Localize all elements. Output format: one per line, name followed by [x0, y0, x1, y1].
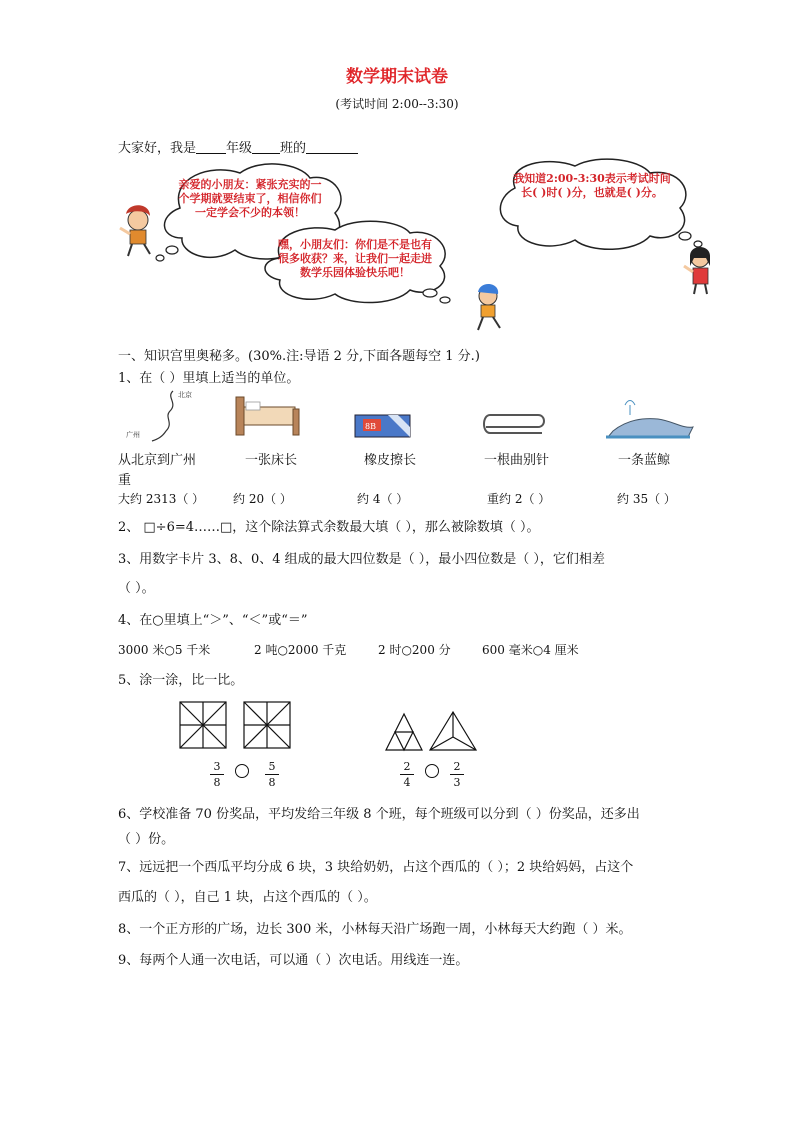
child-character-middle: [478, 284, 500, 330]
question-3-line1: 3、用数字卡片 3、8、0、4 组成的最大四位数是（ ），最小四位数是（ ），它们相差: [118, 552, 605, 567]
blue-whale-icon: [606, 401, 693, 438]
q1-answer-blank[interactable]: 重约 2（ ）: [487, 492, 551, 506]
bubble-text-middle: 嘿，小朋友们：你们是不是也有很多收获？来，让我们一起走进数学乐园体验快乐吧！: [278, 238, 432, 279]
q4-compare-item[interactable]: 2 时○200 分: [378, 643, 451, 657]
q1-pictures: [118, 387, 718, 445]
girl-character-right: [684, 247, 710, 294]
class-blank[interactable]: [252, 140, 280, 154]
map-route-icon: [126, 390, 192, 441]
question-4: 4、在○里填上“＞”、“＜”或“＝”: [118, 613, 308, 628]
name-blank[interactable]: [306, 140, 358, 154]
q1-item-name: 一条蓝鲸: [618, 453, 671, 468]
q1-item-name: 一张床长: [245, 453, 298, 468]
map-label-beijing: 北京: [178, 391, 192, 399]
question-7-line2: 西瓜的（ ），自己 1 块，占这个西瓜的（ ）。: [118, 890, 377, 905]
q4-compare-item[interactable]: 3000 米○5 千米: [118, 643, 211, 657]
q5-shapes: [170, 700, 490, 760]
q4-compare-item[interactable]: 2 吨○2000 千克: [254, 643, 347, 657]
fraction-5-8: 5 8: [265, 760, 279, 789]
fraction-3-8: 3 8: [210, 760, 224, 789]
q1-answer-blank[interactable]: 大约 2313（ ）: [118, 492, 205, 506]
intro-line: [118, 137, 358, 156]
q1-extra-line: 重: [118, 473, 132, 488]
question-5: 5、涂一涂，比一比。: [118, 673, 244, 688]
fraction-2-3: 2 3: [450, 760, 464, 789]
bed-icon: [236, 397, 299, 435]
triangle-thirds[interactable]: [430, 712, 476, 750]
question-8: 8、一个正方形的广场，边长 300 米，小林每天沿广场跑一周，小林每天大约跑（ ）米。: [118, 922, 632, 937]
question-3-line2: （ ）。: [118, 581, 155, 596]
question-6-line2: （ ）份。: [118, 832, 175, 847]
square-eighths-left[interactable]: [180, 702, 226, 748]
girl-character-left: [120, 205, 150, 256]
compare-circle[interactable]: [425, 764, 439, 778]
greeting: 大家好，我是: [118, 141, 197, 156]
q1-item-name: 橡皮擦长: [364, 453, 417, 468]
question-1: 1、在（ ）里填上适当的单位。: [118, 371, 300, 386]
q1-answer-blank[interactable]: 约 4（ ）: [357, 492, 409, 506]
q1-item-name: 一根曲别针: [484, 453, 550, 468]
class-label: 班的: [280, 141, 307, 156]
grade-blank[interactable]: [196, 140, 226, 154]
eraser-label: 8B: [365, 422, 376, 431]
section-1-heading: 一、知识宫里奥秘多。(30%.注:导语 2 分,下面各题每空 1 分.): [118, 349, 480, 364]
q1-answer-blank[interactable]: 约 20（ ）: [233, 492, 292, 506]
square-eighths-right[interactable]: [244, 702, 290, 748]
compare-circle[interactable]: [235, 764, 249, 778]
q1-item-name: 从北京到广州: [118, 453, 197, 468]
question-7-line1: 7、远远把一个西瓜平均分成 6 块，3 块给奶奶，占这个西瓜的（ ）；2 块给妈妈，占这个: [118, 860, 634, 875]
bubble-text-left: 亲爱的小朋友：紧张充实的一个学期就要结束了，相信你们一定学会不少的本领！: [178, 178, 322, 219]
eraser-icon: [355, 415, 410, 437]
question-2: 2、 □÷6=4……□，这个除法算式余数最大填（ ），那么被除数填（ ）。: [118, 520, 540, 535]
triangle-quarters[interactable]: [386, 714, 422, 750]
exam-time: (考试时间 2:00--3:30): [335, 97, 459, 111]
map-label-guangzhou: 广州: [126, 431, 140, 439]
page-title: 数学期末试卷: [346, 67, 448, 87]
question-6-line1: 6、学校准备 70 份奖品，平均发给三年级 8 个班，每个班级可以分到（ ）份奖品，还多出: [118, 807, 640, 822]
fraction-2-4: 2 4: [400, 760, 414, 789]
q4-compare-item[interactable]: 600 毫米○4 厘米: [482, 643, 579, 657]
q1-answer-blank[interactable]: 约 35（ ）: [617, 492, 676, 506]
paper-clip-icon: [484, 415, 544, 433]
question-9: 9、每两个人通一次电话，可以通（ ）次电话。用线连一连。: [118, 953, 469, 968]
bubble-text-right: 我知道2:00-3:30表示考试时间长( )时( )分，也就是( )分。: [513, 172, 671, 199]
grade-label: 年级: [226, 141, 253, 156]
